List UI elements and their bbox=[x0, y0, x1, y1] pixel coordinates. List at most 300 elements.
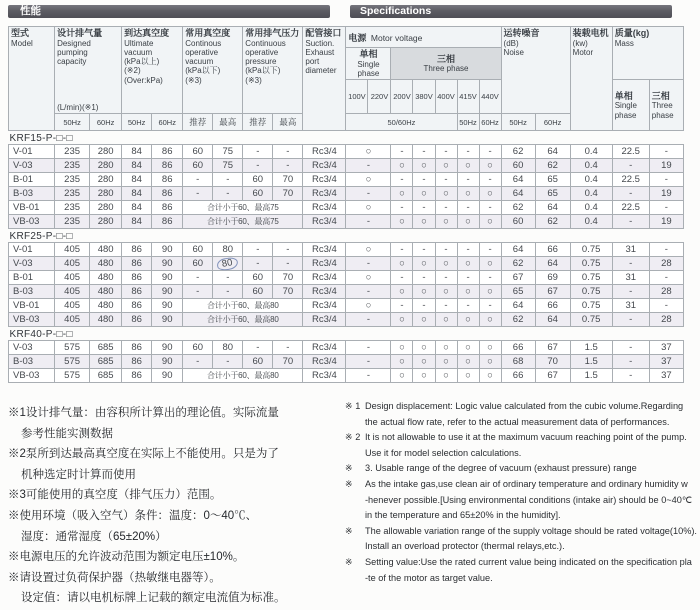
cell-mass-three: - bbox=[649, 271, 683, 285]
cell-model: VB-03 bbox=[9, 313, 55, 327]
col-header-motor-voltage bbox=[346, 27, 501, 48]
model-series-label: KRF40-P-□-□ bbox=[9, 329, 73, 341]
spec-row-VB-03 bbox=[9, 369, 684, 383]
oppress-maximum-header: 最高 bbox=[273, 114, 303, 131]
col-header-operative-pressure bbox=[243, 27, 303, 114]
cell-three-phase-380V: - bbox=[413, 145, 435, 159]
cell-model: V-03 bbox=[9, 257, 55, 271]
voltage-400v: 400V bbox=[435, 80, 457, 114]
cell-three-phase-380V: ○ bbox=[413, 285, 435, 299]
cell-capacity-60hz: 480 bbox=[90, 271, 122, 285]
spec-row-V-01 bbox=[9, 145, 684, 159]
cell-vacuum-pressure-merged: 合计小于60、最高80 bbox=[183, 299, 303, 313]
cell-motor-kw: 0.4 bbox=[570, 201, 612, 215]
cell-mass-three: - bbox=[649, 243, 683, 257]
cell-single-phase: - bbox=[346, 215, 391, 229]
footnote-marker: ※ 1 bbox=[345, 401, 361, 411]
cell-ultimate-60hz: 86 bbox=[152, 215, 183, 229]
spec-row-B-01 bbox=[9, 271, 684, 285]
cell-opvac-maximum: - bbox=[213, 271, 243, 285]
cell-opvac-recommended: 60 bbox=[183, 145, 213, 159]
port-header-en: Suction. Exhaust port diameter bbox=[305, 38, 337, 76]
cell-mass-single: 31 bbox=[612, 299, 649, 313]
footnote-line-en bbox=[345, 446, 697, 462]
cell-port: Rc3/4 bbox=[303, 145, 346, 159]
cell-noise-60hz: 64 bbox=[535, 145, 570, 159]
cell-three-phase-200V: ○ bbox=[391, 215, 413, 229]
cell-motor-kw: 0.75 bbox=[570, 285, 612, 299]
cell-vacuum-pressure-merged: 合计小于60、最高80 bbox=[183, 313, 303, 327]
cell-port: Rc3/4 bbox=[303, 369, 346, 383]
cell-mass-single: - bbox=[612, 355, 649, 369]
col-header-three-phase bbox=[391, 48, 501, 80]
cell-oppress-maximum: - bbox=[273, 159, 303, 173]
cell-noise-60hz: 67 bbox=[535, 341, 570, 355]
cell-three-phase-440V: ○ bbox=[479, 355, 501, 369]
cell-opvac-maximum: - bbox=[213, 355, 243, 369]
model-series-row bbox=[9, 327, 684, 341]
oppress-header-en: Continuous operative pressure bbox=[245, 38, 286, 67]
cell-three-phase-200V: - bbox=[391, 243, 413, 257]
cell-ultimate-50hz: 86 bbox=[122, 257, 152, 271]
cell-motor-kw: 0.4 bbox=[570, 187, 612, 201]
cell-three-phase-200V: ○ bbox=[391, 159, 413, 173]
cell-mass-single: - bbox=[612, 187, 649, 201]
cell-three-phase-200V: - bbox=[391, 145, 413, 159]
footnote-text: -henever possible.[Using environmental conditions (intake air) should be 0~40℃ bbox=[365, 494, 693, 505]
cell-three-phase-200V: - bbox=[391, 271, 413, 285]
footnote-line-en bbox=[345, 430, 697, 446]
cell-three-phase-400V: ○ bbox=[435, 215, 457, 229]
cell-ultimate-60hz: 86 bbox=[152, 187, 183, 201]
cell-three-phase-440V: ○ bbox=[479, 313, 501, 327]
cell-noise-50hz: 62 bbox=[501, 201, 535, 215]
cell-capacity-50hz: 405 bbox=[55, 313, 90, 327]
cell-capacity-50hz: 575 bbox=[55, 355, 90, 369]
cell-three-phase-200V: ○ bbox=[391, 313, 413, 327]
cell-ultimate-60hz: 90 bbox=[152, 355, 183, 369]
cell-three-phase-415V: ○ bbox=[457, 341, 479, 355]
cell-motor-kw: 1.5 bbox=[570, 341, 612, 355]
footnote-line-zh: ※2泵所到达最高真空度在实际上不能使用。只是为了 bbox=[8, 448, 279, 461]
cell-three-phase-415V: ○ bbox=[457, 257, 479, 271]
cell-model: VB-01 bbox=[9, 201, 55, 215]
capacity-header-unit: (L/min)(※1) bbox=[57, 102, 99, 112]
cell-three-phase-415V: - bbox=[457, 299, 479, 313]
cell-three-phase-440V: ○ bbox=[479, 285, 501, 299]
cell-three-phase-380V: ○ bbox=[413, 159, 435, 173]
footnote-line-en bbox=[345, 555, 697, 571]
cell-three-phase-380V: - bbox=[413, 201, 435, 215]
cell-three-phase-400V: ○ bbox=[435, 369, 457, 383]
section-bar-specifications bbox=[350, 5, 672, 18]
footnote-text: Install an overload protector (thermal relays,etc.). bbox=[365, 541, 565, 552]
cell-noise-50hz: 62 bbox=[501, 257, 535, 271]
cell-mass-three: 19 bbox=[649, 187, 683, 201]
cell-motor-kw: 0.75 bbox=[570, 257, 612, 271]
footnote-text: -te of the motor as target value. bbox=[365, 572, 493, 583]
cell-model: V-03 bbox=[9, 341, 55, 355]
cell-three-phase-380V: ○ bbox=[413, 215, 435, 229]
cell-three-phase-400V: ○ bbox=[435, 187, 457, 201]
cell-three-phase-440V: - bbox=[479, 271, 501, 285]
cell-noise-60hz: 66 bbox=[535, 299, 570, 313]
voltage-380v: 380V bbox=[413, 80, 435, 114]
power-header-zh: 电源 bbox=[348, 33, 367, 43]
footnote-text: The allowable variation range of the supply voltage should be rated voltage(10%). bbox=[365, 525, 697, 536]
port-header-zh: 配管接口 bbox=[305, 28, 342, 38]
cell-capacity-60hz: 480 bbox=[90, 285, 122, 299]
cell-mass-three: - bbox=[649, 145, 683, 159]
cell-noise-60hz: 64 bbox=[535, 201, 570, 215]
cell-capacity-60hz: 280 bbox=[90, 159, 122, 173]
cell-oppress-recommended: 60 bbox=[243, 355, 273, 369]
col-header-noise bbox=[501, 27, 570, 114]
cell-three-phase-380V: ○ bbox=[413, 257, 435, 271]
cell-three-phase-440V: ○ bbox=[479, 341, 501, 355]
footnote-marker: ※ bbox=[345, 525, 353, 536]
cell-model: B-01 bbox=[9, 271, 55, 285]
cell-single-phase: - bbox=[346, 159, 391, 173]
cell-single-phase: - bbox=[346, 369, 391, 383]
cell-oppress-maximum: - bbox=[273, 257, 303, 271]
spec-row-VB-01 bbox=[9, 201, 684, 215]
cell-three-phase-200V: ○ bbox=[391, 341, 413, 355]
footnote-line-en bbox=[345, 399, 697, 415]
three-phase-zh: 三相 bbox=[437, 53, 456, 64]
cell-three-phase-400V: - bbox=[435, 145, 457, 159]
footnote-marker: ※ bbox=[345, 478, 353, 489]
footnote-line-zh: ※3可能使用的真空度（排气压力）范围。 bbox=[8, 489, 222, 502]
col-header-capacity bbox=[55, 27, 122, 114]
cell-mass-single: 31 bbox=[612, 243, 649, 257]
cell-three-phase-200V: ○ bbox=[391, 355, 413, 369]
motor-header-zh: 装载电机 bbox=[572, 28, 609, 38]
footnote-line-en bbox=[345, 415, 697, 431]
cell-three-phase-400V: ○ bbox=[435, 257, 457, 271]
cell-motor-kw: 0.75 bbox=[570, 313, 612, 327]
cell-three-phase-440V: ○ bbox=[479, 187, 501, 201]
capacity-60hz-header: 60Hz bbox=[90, 114, 122, 131]
cell-capacity-50hz: 235 bbox=[55, 145, 90, 159]
cell-capacity-60hz: 480 bbox=[90, 313, 122, 327]
cell-three-phase-400V: - bbox=[435, 299, 457, 313]
cell-opvac-maximum: - bbox=[213, 173, 243, 187]
cell-oppress-recommended: 60 bbox=[243, 187, 273, 201]
footnote-text: the actual flow rate, refer to the actual measurement data of performances. bbox=[365, 416, 670, 427]
footnote-text: It is not allowable to use it at the maximum vacuum reaching point of the pump. bbox=[365, 432, 687, 443]
oppress-header-unit: (kPa以下) bbox=[245, 66, 281, 76]
cell-capacity-60hz: 280 bbox=[90, 201, 122, 215]
ultimate-header-unit3: (Over:kPa) bbox=[124, 75, 163, 85]
cell-three-phase-440V: ○ bbox=[479, 257, 501, 271]
cell-capacity-50hz: 575 bbox=[55, 341, 90, 355]
footnote-text: Design displacement: Logic value calculated from the cubic volume.Regarding bbox=[365, 401, 684, 411]
footnote-line-zh: ※1设计排气量：由容积所计算出的理论值。实际流量 bbox=[8, 407, 279, 419]
cell-oppress-recommended: - bbox=[243, 159, 273, 173]
cell-noise-50hz: 65 bbox=[501, 285, 535, 299]
cell-three-phase-400V: - bbox=[435, 243, 457, 257]
opvac-header-en: Continous operative vacuum bbox=[185, 38, 222, 67]
cell-oppress-maximum: 70 bbox=[273, 271, 303, 285]
capacity-50hz-header: 50Hz bbox=[55, 114, 90, 131]
cell-three-phase-400V: - bbox=[435, 201, 457, 215]
footnote-line-en bbox=[345, 493, 697, 509]
opvac-header-unit: (kPa以下) bbox=[185, 66, 221, 76]
cell-three-phase-440V: ○ bbox=[479, 369, 501, 383]
cell-single-phase: ○ bbox=[346, 201, 391, 215]
cell-capacity-60hz: 280 bbox=[90, 187, 122, 201]
cell-port: Rc3/4 bbox=[303, 341, 346, 355]
spec-row-V-03 bbox=[9, 341, 684, 355]
cell-three-phase-200V: ○ bbox=[391, 187, 413, 201]
footnote-line-zh: 参考性能实测数据 bbox=[21, 427, 113, 440]
cell-ultimate-50hz: 84 bbox=[122, 173, 152, 187]
power-header-en: Motor voltage bbox=[370, 33, 423, 43]
cell-three-phase-440V: - bbox=[479, 145, 501, 159]
cell-opvac-maximum: 75 bbox=[213, 145, 243, 159]
cell-opvac-recommended: - bbox=[183, 355, 213, 369]
footnote-marker: ※ bbox=[345, 556, 353, 567]
cell-three-phase-400V: - bbox=[435, 271, 457, 285]
footnote-line-zh: 湿度：通常湿度（65±20%） bbox=[21, 530, 167, 543]
cell-port: Rc3/4 bbox=[303, 159, 346, 173]
cell-three-phase-440V: ○ bbox=[479, 159, 501, 173]
cell-model: VB-03 bbox=[9, 215, 55, 229]
spec-row-V-01 bbox=[9, 243, 684, 257]
cell-oppress-recommended: 60 bbox=[243, 285, 273, 299]
cell-motor-kw: 0.4 bbox=[570, 145, 612, 159]
cell-noise-50hz: 66 bbox=[501, 369, 535, 383]
cell-capacity-50hz: 235 bbox=[55, 201, 90, 215]
cell-three-phase-415V: - bbox=[457, 243, 479, 257]
cell-ultimate-60hz: 90 bbox=[152, 243, 183, 257]
cell-capacity-50hz: 405 bbox=[55, 285, 90, 299]
cell-mass-single: - bbox=[612, 159, 649, 173]
footnote-line-zh: 设定值：请以电机标牌上记载的额定电流值为标准。 bbox=[21, 592, 286, 605]
spec-row-VB-03 bbox=[9, 215, 684, 229]
cell-capacity-50hz: 575 bbox=[55, 369, 90, 383]
cell-opvac-maximum: 80 bbox=[213, 341, 243, 355]
cell-ultimate-60hz: 90 bbox=[152, 285, 183, 299]
noise-header-unit: (dB) bbox=[503, 38, 519, 48]
cell-opvac-recommended: 60 bbox=[183, 159, 213, 173]
cell-capacity-50hz: 405 bbox=[55, 257, 90, 271]
cell-model: V-01 bbox=[9, 145, 55, 159]
voltage-440v: 440V bbox=[479, 80, 501, 114]
cell-mass-single: - bbox=[612, 215, 649, 229]
cell-mass-three: 19 bbox=[649, 159, 683, 173]
footnote-line-zh: ※电源电压的允许波动范围为额定电压±10%。 bbox=[8, 551, 245, 564]
footnote-text: 3. Usable range of the degree of vacuum (exhaust pressure) range bbox=[365, 463, 637, 474]
footnote-marker bbox=[345, 493, 365, 509]
cell-single-phase: - bbox=[346, 285, 391, 299]
cell-three-phase-440V: - bbox=[479, 243, 501, 257]
col-header-mass-three bbox=[649, 80, 683, 131]
footnote-marker bbox=[345, 446, 365, 462]
cell-oppress-maximum: - bbox=[273, 243, 303, 257]
footnote-marker: ※ 2 bbox=[345, 432, 361, 443]
cell-capacity-60hz: 685 bbox=[90, 355, 122, 369]
section-bar-performance bbox=[8, 5, 330, 18]
cell-noise-50hz: 64 bbox=[501, 173, 535, 187]
footnote-marker: ※ bbox=[345, 463, 353, 474]
cell-oppress-maximum: 70 bbox=[273, 173, 303, 187]
cell-model: B-01 bbox=[9, 173, 55, 187]
three-phase-en: Three phase bbox=[423, 64, 469, 74]
cell-ultimate-60hz: 86 bbox=[152, 173, 183, 187]
cell-capacity-60hz: 280 bbox=[90, 215, 122, 229]
cell-noise-60hz: 64 bbox=[535, 257, 570, 271]
cell-model: VB-01 bbox=[9, 299, 55, 313]
cell-single-phase: ○ bbox=[346, 173, 391, 187]
cell-oppress-recommended: 60 bbox=[243, 173, 273, 187]
cell-three-phase-400V: - bbox=[435, 173, 457, 187]
cell-noise-60hz: 69 bbox=[535, 271, 570, 285]
cell-three-phase-415V: ○ bbox=[457, 313, 479, 327]
cell-ultimate-60hz: 90 bbox=[152, 257, 183, 271]
model-series-row bbox=[9, 229, 684, 243]
opvac-maximum-header: 最高 bbox=[213, 114, 243, 131]
cell-motor-kw: 0.4 bbox=[570, 173, 612, 187]
cell-ultimate-60hz: 90 bbox=[152, 341, 183, 355]
cell-noise-60hz: 67 bbox=[535, 369, 570, 383]
cell-three-phase-200V: - bbox=[391, 299, 413, 313]
cell-motor-kw: 1.5 bbox=[570, 355, 612, 369]
cell-noise-50hz: 62 bbox=[501, 313, 535, 327]
cell-port: Rc3/4 bbox=[303, 215, 346, 229]
cell-noise-50hz: 64 bbox=[501, 243, 535, 257]
cell-opvac-recommended: 60 bbox=[183, 257, 213, 271]
cell-three-phase-380V: ○ bbox=[413, 355, 435, 369]
cell-noise-50hz: 67 bbox=[501, 271, 535, 285]
cell-mass-three: 28 bbox=[649, 285, 683, 299]
footnote-text: Setting value:Use the rated current value being indicated on the specification pla bbox=[365, 556, 692, 567]
cell-mass-three: 37 bbox=[649, 355, 683, 369]
cell-port: Rc3/4 bbox=[303, 187, 346, 201]
cell-capacity-50hz: 405 bbox=[55, 243, 90, 257]
mass-single-zh: 单相 bbox=[614, 90, 633, 101]
freq-span-header: 50/60Hz bbox=[346, 114, 457, 131]
col-header-mass bbox=[612, 27, 683, 80]
cell-opvac-maximum: - bbox=[213, 285, 243, 299]
cell-opvac-maximum: 80 bbox=[213, 243, 243, 257]
opvac-header-note: (※3) bbox=[185, 75, 202, 85]
noise-header-zh: 运转噪音 bbox=[503, 28, 540, 38]
cell-noise-60hz: 62 bbox=[535, 215, 570, 229]
cell-noise-50hz: 66 bbox=[501, 341, 535, 355]
cell-port: Rc3/4 bbox=[303, 257, 346, 271]
mass-header-zh: 质量(kg) bbox=[614, 28, 650, 38]
cell-three-phase-380V: - bbox=[413, 271, 435, 285]
cell-capacity-50hz: 235 bbox=[55, 159, 90, 173]
cell-ultimate-60hz: 90 bbox=[152, 299, 183, 313]
cell-opvac-recommended: - bbox=[183, 173, 213, 187]
cell-mass-three: - bbox=[649, 173, 683, 187]
cell-motor-kw: 0.4 bbox=[570, 215, 612, 229]
cell-three-phase-415V: - bbox=[457, 201, 479, 215]
cell-mass-single: 22.5 bbox=[612, 173, 649, 187]
cell-three-phase-200V: - bbox=[391, 173, 413, 187]
cell-noise-60hz: 70 bbox=[535, 355, 570, 369]
footnote-text: As the intake gas,use clean air of ordinary temperature and ordinary humidity w bbox=[365, 478, 688, 489]
cell-capacity-50hz: 235 bbox=[55, 215, 90, 229]
cell-noise-60hz: 64 bbox=[535, 313, 570, 327]
cell-three-phase-440V: - bbox=[479, 299, 501, 313]
footnote-line-en bbox=[345, 477, 697, 493]
cell-ultimate-50hz: 86 bbox=[122, 355, 152, 369]
cell-ultimate-60hz: 90 bbox=[152, 369, 183, 383]
cell-model: VB-03 bbox=[9, 369, 55, 383]
cell-ultimate-50hz: 84 bbox=[122, 159, 152, 173]
cell-port: Rc3/4 bbox=[303, 243, 346, 257]
noise-50hz-header: 50Hz bbox=[501, 114, 535, 131]
cell-single-phase: ○ bbox=[346, 145, 391, 159]
cell-port: Rc3/4 bbox=[303, 173, 346, 187]
cell-mass-single: 31 bbox=[612, 271, 649, 285]
footnotes-english bbox=[345, 399, 697, 586]
cell-oppress-maximum: - bbox=[273, 341, 303, 355]
cell-model: B-03 bbox=[9, 187, 55, 201]
cell-mass-three: 19 bbox=[649, 215, 683, 229]
cell-three-phase-400V: ○ bbox=[435, 159, 457, 173]
cell-port: Rc3/4 bbox=[303, 313, 346, 327]
cell-ultimate-60hz: 90 bbox=[152, 271, 183, 285]
mass-single-en: Single phase bbox=[614, 101, 637, 120]
cell-mass-three: 28 bbox=[649, 313, 683, 327]
footnote-text: Use it for model selection calculations. bbox=[365, 447, 522, 458]
cell-capacity-60hz: 280 bbox=[90, 173, 122, 187]
model-series-label: KRF15-P-□-□ bbox=[9, 133, 73, 145]
freq-60hz-header: 60Hz bbox=[479, 114, 501, 131]
cell-single-phase: ○ bbox=[346, 299, 391, 313]
cell-ultimate-50hz: 84 bbox=[122, 215, 152, 229]
cell-motor-kw: 0.75 bbox=[570, 299, 612, 313]
cell-single-phase: ○ bbox=[346, 243, 391, 257]
cell-opvac-recommended: 60 bbox=[183, 243, 213, 257]
cell-ultimate-50hz: 86 bbox=[122, 299, 152, 313]
cell-mass-three: - bbox=[649, 299, 683, 313]
voltage-100v: 100V bbox=[346, 80, 368, 114]
spec-row-B-03 bbox=[9, 355, 684, 369]
mass-header-en: Mass bbox=[614, 38, 634, 48]
footnote-marker bbox=[345, 571, 365, 587]
cell-motor-kw: 0.75 bbox=[570, 243, 612, 257]
ultimate-header-unit1: (kPa以上) bbox=[124, 57, 160, 67]
cell-three-phase-415V: - bbox=[457, 271, 479, 285]
cell-vacuum-pressure-merged: 合计小于60、最高80 bbox=[183, 369, 303, 383]
cell-oppress-recommended: - bbox=[243, 341, 273, 355]
cell-three-phase-415V: - bbox=[457, 145, 479, 159]
cell-port: Rc3/4 bbox=[303, 201, 346, 215]
cell-three-phase-380V: ○ bbox=[413, 341, 435, 355]
cell-ultimate-50hz: 86 bbox=[122, 341, 152, 355]
cell-opvac-recommended: - bbox=[183, 285, 213, 299]
cell-three-phase-415V: - bbox=[457, 173, 479, 187]
voltage-200v: 200V bbox=[391, 80, 413, 114]
col-header-operative-vacuum bbox=[183, 27, 243, 114]
cell-three-phase-415V: ○ bbox=[457, 159, 479, 173]
cell-model: V-01 bbox=[9, 243, 55, 257]
footnote-line-en bbox=[345, 539, 697, 555]
cell-three-phase-415V: ○ bbox=[457, 369, 479, 383]
cell-capacity-60hz: 280 bbox=[90, 145, 122, 159]
opvac-header-zh: 常用真空度 bbox=[185, 28, 231, 38]
footnote-line-en bbox=[345, 571, 697, 587]
freq-50hz-header: 50Hz bbox=[457, 114, 479, 131]
section-title-specifications: Specifications bbox=[360, 5, 432, 17]
cell-capacity-60hz: 480 bbox=[90, 257, 122, 271]
